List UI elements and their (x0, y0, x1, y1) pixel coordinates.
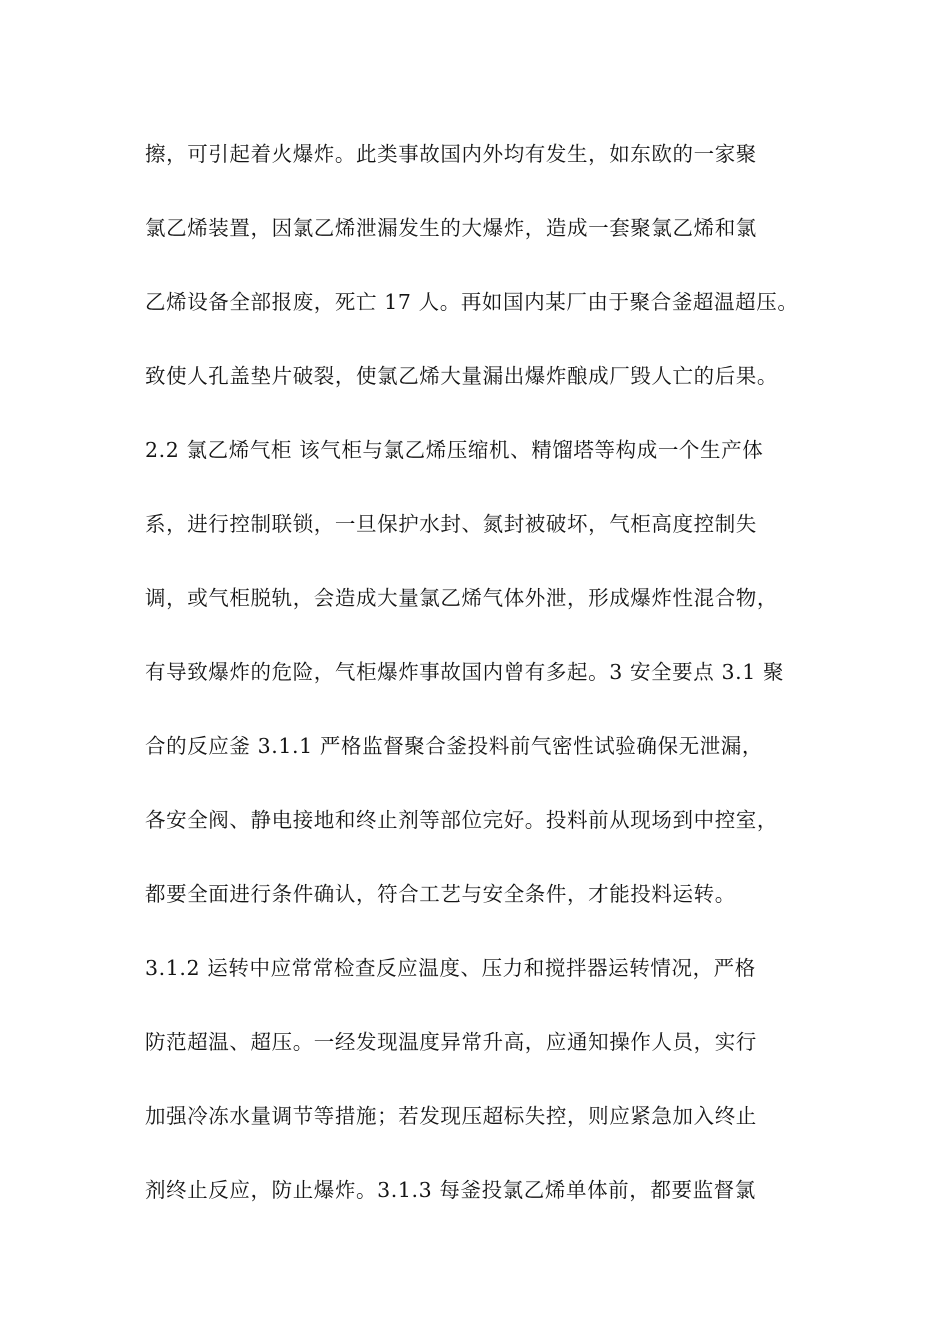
text-line-3: 乙烯设备全部报废，死亡 17 人。再如国内某厂由于聚合釜超温超压。 (145, 290, 799, 314)
text-line-8: 有导致爆炸的危险，气柜爆炸事故国内曾有多起。3 安全要点 3.1 聚 (145, 660, 785, 684)
text-line-15: 剂终止反应，防止爆炸。3.1.3 每釜投氯乙烯单体前，都要监督氯 (145, 1178, 756, 1202)
text-line-5: 2.2 氯乙烯气柜 该气柜与氯乙烯压缩机、精馏塔等构成一个生产体 (145, 438, 764, 462)
text-line-14: 加强冷冻水量调节等措施；若发现压超标失控，则应紧急加入终止 (145, 1104, 757, 1128)
text-line-12: 3.1.2 运转中应常常检查反应温度、压力和搅拌器运转情况，严格 (145, 956, 756, 980)
text-line-11: 都要全面进行条件确认，符合工艺与安全条件，才能投料运转。 (145, 882, 736, 906)
text-line-6: 系，进行控制联锁，一旦保护水封、氮封被破坏，气柜高度控制失 (145, 512, 757, 536)
text-line-9: 合的反应釜 3.1.1 严格监督聚合釜投料前气密性试验确保无泄漏， (145, 734, 763, 758)
text-line-13: 防范超温、超压。一经发现温度异常升高，应通知操作人员，实行 (145, 1030, 757, 1054)
text-line-4: 致使人孔盖垫片破裂，使氯乙烯大量漏出爆炸酿成厂毁人亡的后果。 (145, 364, 778, 388)
text-line-10: 各安全阀、静电接地和终止剂等部位完好。投料前从现场到中控室， (145, 808, 778, 832)
body-text (145, 134, 815, 1244)
text-line-2: 氯乙烯装置，因氯乙烯泄漏发生的大爆炸，造成一套聚氯乙烯和氯 (145, 216, 757, 240)
text-line-1: 擦，可引起着火爆炸。此类事故国内外均有发生，如东欧的一家聚 (145, 142, 757, 166)
text-line-7: 调，或气柜脱轨，会造成大量氯乙烯气体外泄，形成爆炸性混合物， (145, 586, 778, 610)
